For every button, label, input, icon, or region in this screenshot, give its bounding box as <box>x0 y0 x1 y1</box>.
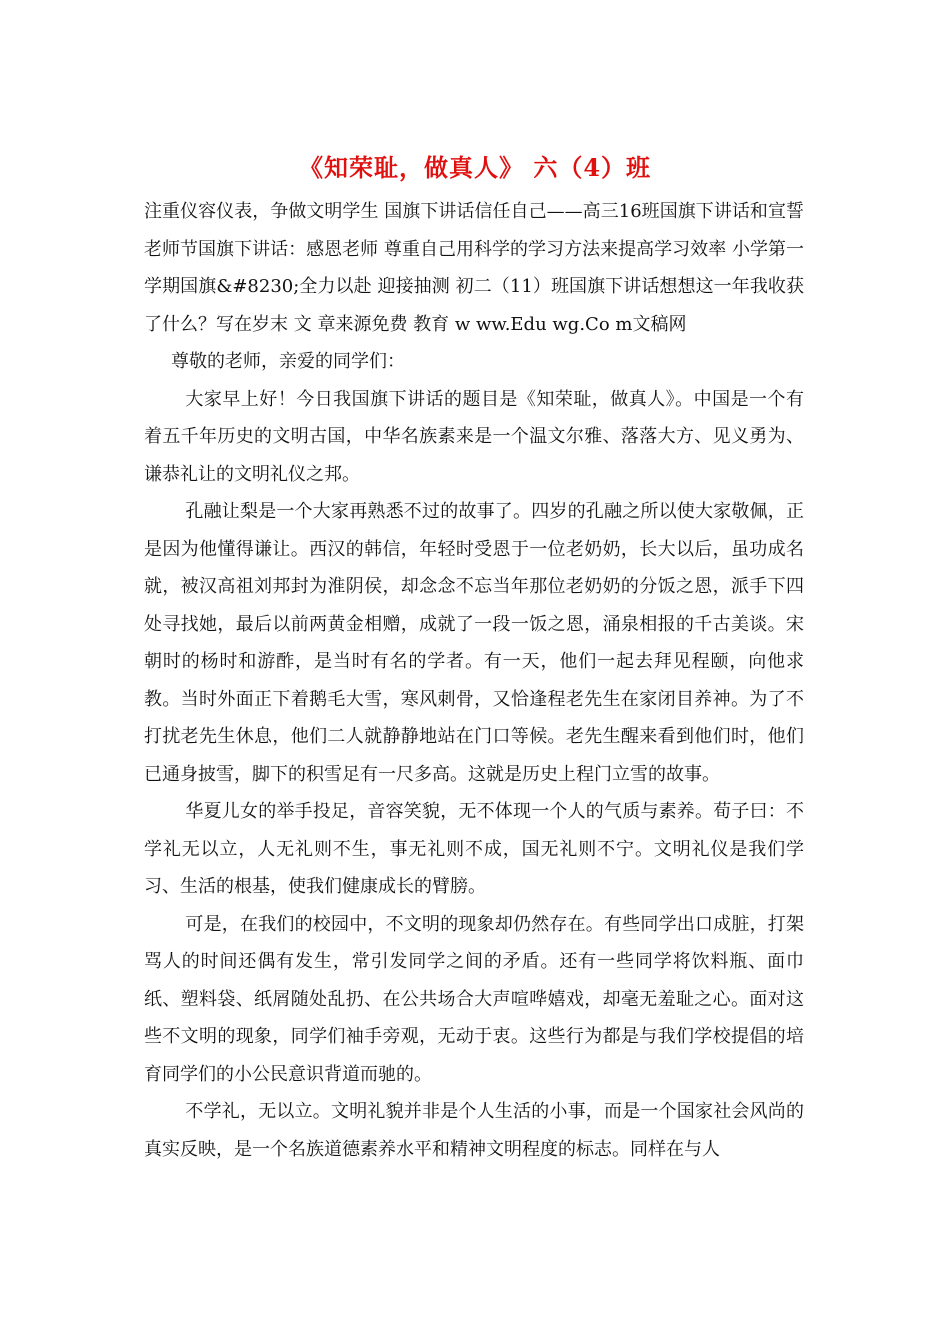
document-title: 《知荣耻，做真人》 六（4）班 <box>298 153 652 182</box>
body-paragraph: 华夏儿女的举手投足，音容笑貌，无不体现一个人的气质与素养。荀子曰：不学礼无以立，人无礼则不生，事无礼则不成，国无礼则不宁。文明礼仪是我们学习、生活的根基，使我们健康成长的臂膀。 <box>144 801 804 897</box>
body-paragraph: 孔融让梨是一个大家再熟悉不过的故事了。四岁的孔融之所以使大家敬佩，正是因为他懂得谦让。西汉的韩信，年轻时受恩于一位老奶奶，长大以后，虽功成名就，被汉高祖刘邦封为淮阴侯，却念念不忘当年那位老奶奶的分饭之恩，派手下四处寻找她，最后以前两黄金相赠，成就了一段一饭之恩，涌泉相报的千古美谈。宋朝时的杨时和游酢，是当时有名的学者。有一天，他们一起去拜见程颐，向他求教。当时外面正下着鹅毛大雪，寒风刺骨，又恰逢程老先生在家闭目养神。为了不打扰老先生休息，他们二人就静静地站在门口等候。老先生醒来看到他们时，他们已通身披雪，脚下的积雪足有一尺多高。这就是历史上程门立雪的故事。 <box>144 501 804 785</box>
greeting-line: 尊敬的老师，亲爱的同学们： <box>171 351 405 372</box>
body-paragraph: 不学礼，无以立。文明礼貌并非是个人生活的小事，而是一个国家社会风尚的真实反映，是一个名族道德素养水平和精神文明程度的标志。同样在与人 <box>144 1101 804 1160</box>
intro-paragraph: 注重仪容仪表，争做文明学生 国旗下讲话信任自己——高三16班国旗下讲话和宣誓老师节国旗下讲话：感恩老师 尊重自己用科学的学习方法来提高学习效率 小学第一学期国旗&#8230;全力以赴 迎接抽测 初二（11）班国旗下讲话想想这一年我收获了什么？写在岁末 文 章来源免费 教育 w ww.Edu wg.Co m文稿网 <box>144 201 804 335</box>
document-body <box>144 193 804 1168</box>
body-paragraph: 可是，在我们的校园中，不文明的现象却仍然存在。有些同学出口成脏，打架骂人的时间还偶有发生，常引发同学之间的矛盾。还有一些同学将饮料瓶、面巾纸、塑料袋、纸屑随处乱扔、在公共场合大声喧哗嬉戏，却毫无羞耻之心。面对这些不文明的现象，同学们袖手旁观，无动于衷。这些行为都是与我们学校提倡的培育同学们的小公民意识背道而驰的。 <box>144 913 804 1085</box>
body-paragraph: 大家早上好！今日我国旗下讲话的题目是《知荣耻，做真人》。中国是一个有着五千年历史的文明古国，中华名族素来是一个温文尔雅、落落大方、见义勇为、谦恭礼让的文明礼仪之邦。 <box>144 388 804 485</box>
